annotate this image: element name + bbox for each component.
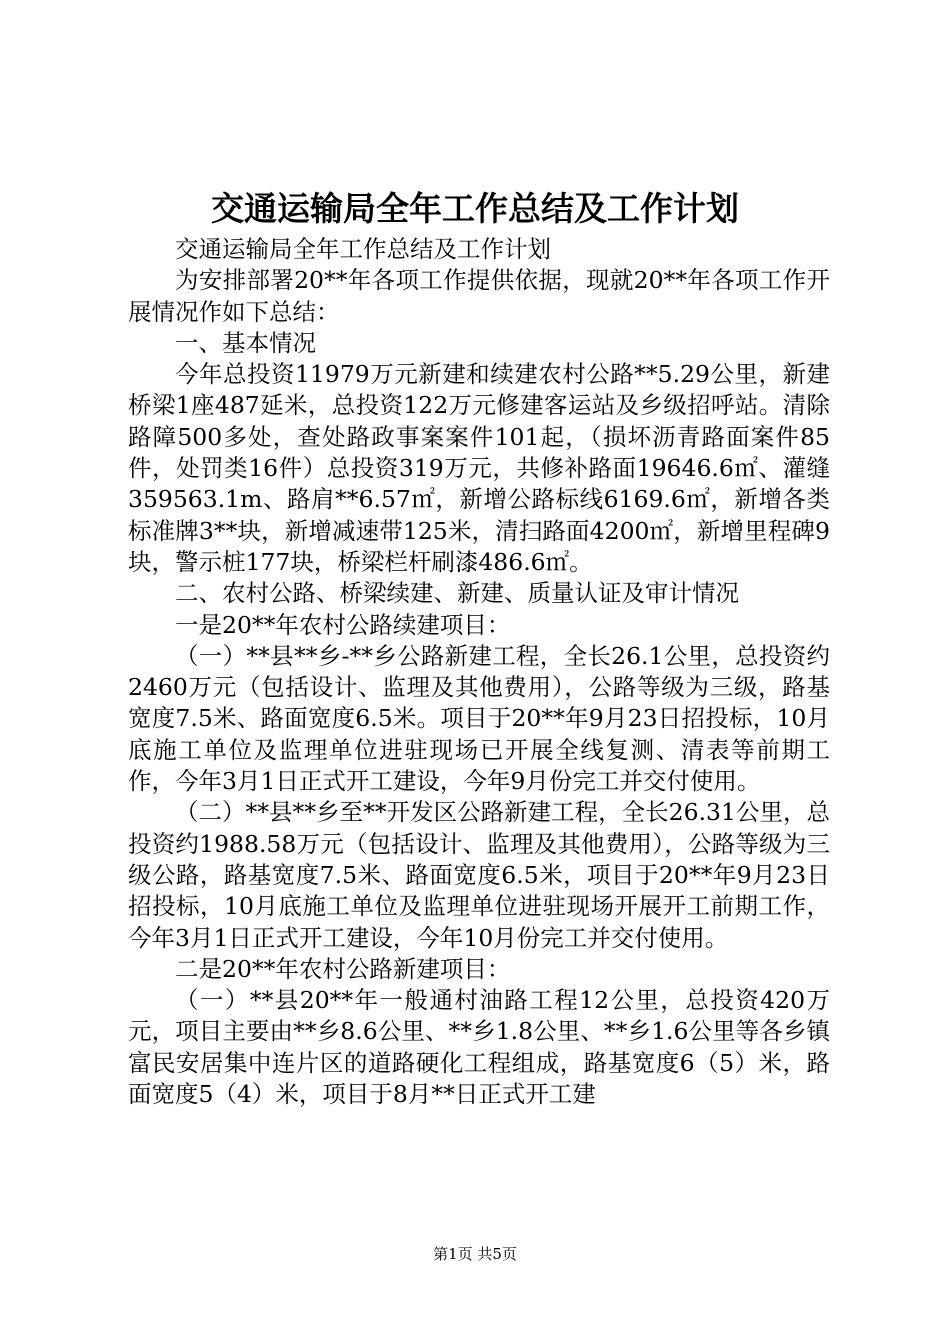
paragraph: （一）**县20**年一般通村油路工程12公里，总投资420万元，项目主要由**乡8.6公里、**乡1.8公里、**乡1.6公里等各乡镇富民安居集中连片区的道路硬化工程组成，路基宽度6（5）米，路面宽度5（4）米，项目于8月**日正式开工建 xyxy=(128,986,830,1109)
paragraph: 交通运输局全年工作总结及工作计划 xyxy=(175,235,551,263)
paragraph: （一）**县**乡-**乡公路新建工程，全长26.1公里，总投资约2460万元（包括设计、监理及其他费用），公路等级为三级，路基宽度7.5米、路面宽度6.5米。项目于20**年9月23日招投标，10月底施工单位及监理单位进驻现场已开展全线复测、清表等前期工作，今年3月1日正式开工建设，今年9月份完工并交付使用。 xyxy=(128,641,830,796)
page-footer: 第1页 共5页 xyxy=(433,1245,517,1263)
paragraph: 今年总投资11979万元新建和续建农村公路**5.29公里，新建桥梁1座487延米，总投资122万元修建客运站及乡级招呼站。清除路障500多处，查处路政事案案件101起，（损坏沥青路面案件85件，处罚类16件）总投资319万元，共修补路面19646.6㎡、灌缝359563.1m、路肩**6.57㎡，新增公路标线6169.6㎡，新增各类标准牌3**块，新增减速带125米，清扫路面4200㎡，新增里程碑9块，警示桩177块，桥梁栏杆刷漆486.6㎡。 xyxy=(128,360,830,576)
paragraph: 二是20**年农村公路新建项目： xyxy=(175,954,511,983)
paragraph: （二）**县**乡至**开发区公路新建工程，全长26.31公里，总投资约1988.58万元（包括设计、监理及其他费用），公路等级为三级公路，路基宽度7.5米、路面宽度6.5米，项目于20**年9月23日招投标，10月底施工单位及监理单位进驻现场开展开工前期工作，今年3月1日正式开工建设，今年10月份完工并交付使用。 xyxy=(128,798,830,952)
document-title: 交通运输局全年工作总结及工作计划 xyxy=(211,189,739,228)
document-body xyxy=(128,234,830,1110)
paragraph: 为安排部署20**年各项工作提供依据，现就20**年各项工作开展情况作如下总结： xyxy=(128,266,830,326)
section-heading: 一、基本情况 xyxy=(175,328,316,357)
section-heading: 二、农村公路、桥梁续建、新建、质量认证及审计情况 xyxy=(175,579,739,608)
paragraph: 一是20**年农村公路续建项目： xyxy=(175,610,511,639)
